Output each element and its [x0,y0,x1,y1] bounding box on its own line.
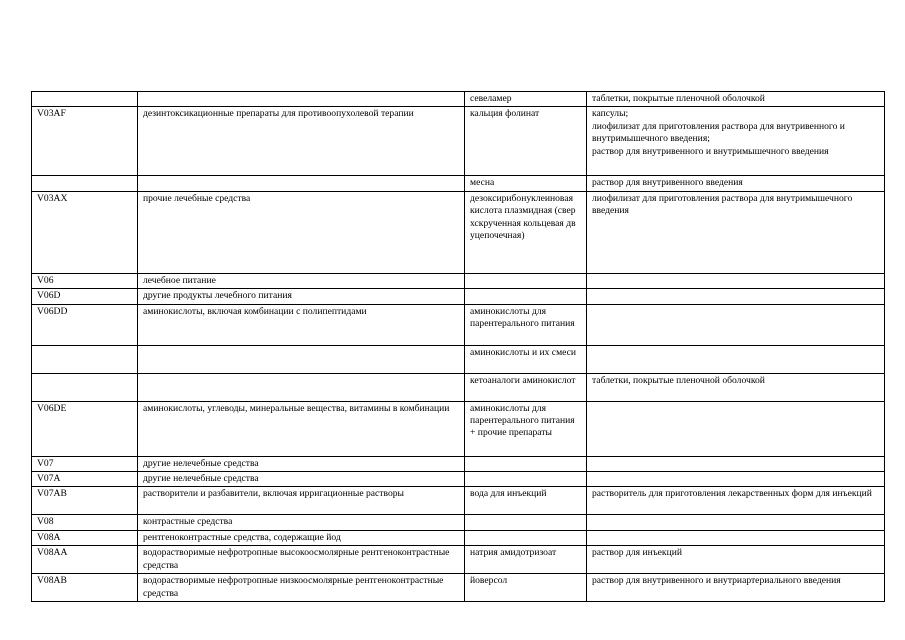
table-row [32,92,885,107]
drug-name-cell [465,273,587,288]
drug-name-cell [465,530,587,545]
group-name-cell [138,176,465,191]
drug-name-cell: кетоаналоги аминокислот [465,373,587,401]
dosage-form-cell [587,401,885,456]
group-name-cell: другие нелечебные средства [138,456,465,471]
drug-name-cell: аминокислоты для парентерального питания [465,304,587,345]
drug-name-cell: йоверсол [465,574,587,602]
table-row [32,289,885,304]
atc-code-cell: V06DD [32,304,138,345]
drug-name-cell: аминокислоты и их смеси [465,345,587,373]
dosage-form-cell [587,289,885,304]
dosage-form-cell: лиофилизат для приготовления раствора для внутримышечного введения [587,191,885,273]
atc-code-cell: V03AF [32,107,138,176]
group-name-cell: растворители и разбавители, включая ирригационные растворы [138,487,465,515]
drug-name-cell [465,515,587,530]
atc-code-cell [32,345,138,373]
drug-name-cell: месна [465,176,587,191]
drug-name-cell [465,289,587,304]
atc-code-cell: V08AA [32,546,138,574]
atc-code-cell [32,92,138,107]
table-row [32,456,885,471]
table-row [32,530,885,545]
group-name-cell: прочие лечебные средства [138,191,465,273]
table-row [32,191,885,273]
atc-code-cell: V06 [32,273,138,288]
drug-name-cell [465,456,587,471]
dosage-form-cell [587,304,885,345]
table-row [32,546,885,574]
dosage-form-cell: раствор для внутривенного введения [587,176,885,191]
dosage-form-cell: растворитель для приготовления лекарственных форм для инъекций [587,487,885,515]
drug-table [31,91,885,602]
document-page [31,91,884,602]
dosage-form-cell: таблетки, покрытые пленочной оболочкой [587,92,885,107]
atc-code-cell: V08A [32,530,138,545]
drug-name-cell: кальция фолинат [465,107,587,176]
group-name-cell [138,345,465,373]
dosage-form-cell [587,530,885,545]
atc-code-cell [32,373,138,401]
group-name-cell: аминокислоты, углеводы, минеральные вещества, витамины в комбинации [138,401,465,456]
table-row [32,107,885,176]
dosage-form-cell [587,456,885,471]
group-name-cell: водорастворимые нефротропные высокоосмолярные рентгеноконтрастные средства [138,546,465,574]
atc-code-cell: V06DE [32,401,138,456]
atc-code-cell [32,176,138,191]
group-name-cell: другие нелечебные средства [138,472,465,487]
table-row [32,515,885,530]
drug-name-cell [465,472,587,487]
table-row [32,273,885,288]
atc-code-cell: V07 [32,456,138,471]
group-name-cell [138,92,465,107]
dosage-form-cell [587,345,885,373]
atc-code-cell: V08AB [32,574,138,602]
table-row [32,345,885,373]
dosage-form-cell: раствор для инъекций [587,546,885,574]
group-name-cell: лечебное питание [138,273,465,288]
table-body [32,92,885,602]
group-name-cell [138,373,465,401]
atc-code-cell: V03AX [32,191,138,273]
atc-code-cell: V07A [32,472,138,487]
group-name-cell: водорастворимые нефротропные низкоосмолярные рентгеноконтрастные средства [138,574,465,602]
table-row [32,574,885,602]
table-row [32,176,885,191]
group-name-cell: аминокислоты, включая комбинации с полипептидами [138,304,465,345]
drug-name-cell: дезоксирибонуклеиновая кислота плазмидная (сверхскрученная кольцевая двуцепочечная) [465,191,587,273]
dosage-form-cell: капсулы; лиофилизат для приготовления раствора для внутривенного и внутримышечного введения; раствор для внутривенного и внутримышечного введения [587,107,885,176]
drug-name-cell: севеламер [465,92,587,107]
dosage-form-cell: раствор для внутривенного и внутриартериального введения [587,574,885,602]
drug-name-cell: вода для инъекций [465,487,587,515]
atc-code-cell: V07AB [32,487,138,515]
group-name-cell: рентгеноконтрастные средства, содержащие йод [138,530,465,545]
atc-code-cell: V08 [32,515,138,530]
table-row [32,304,885,345]
drug-name-cell: аминокислоты для парентерального питания + прочие препараты [465,401,587,456]
group-name-cell: контрастные средства [138,515,465,530]
table-row [32,487,885,515]
group-name-cell: другие продукты лечебного питания [138,289,465,304]
dosage-form-cell [587,515,885,530]
dosage-form-cell: таблетки, покрытые пленочной оболочкой [587,373,885,401]
table-row [32,373,885,401]
table-row [32,472,885,487]
atc-code-cell: V06D [32,289,138,304]
drug-name-cell: натрия амидотризоат [465,546,587,574]
dosage-form-cell [587,472,885,487]
dosage-form-cell [587,273,885,288]
group-name-cell: дезинтоксикационные препараты для противоопухолевой терапии [138,107,465,176]
table-row [32,401,885,456]
